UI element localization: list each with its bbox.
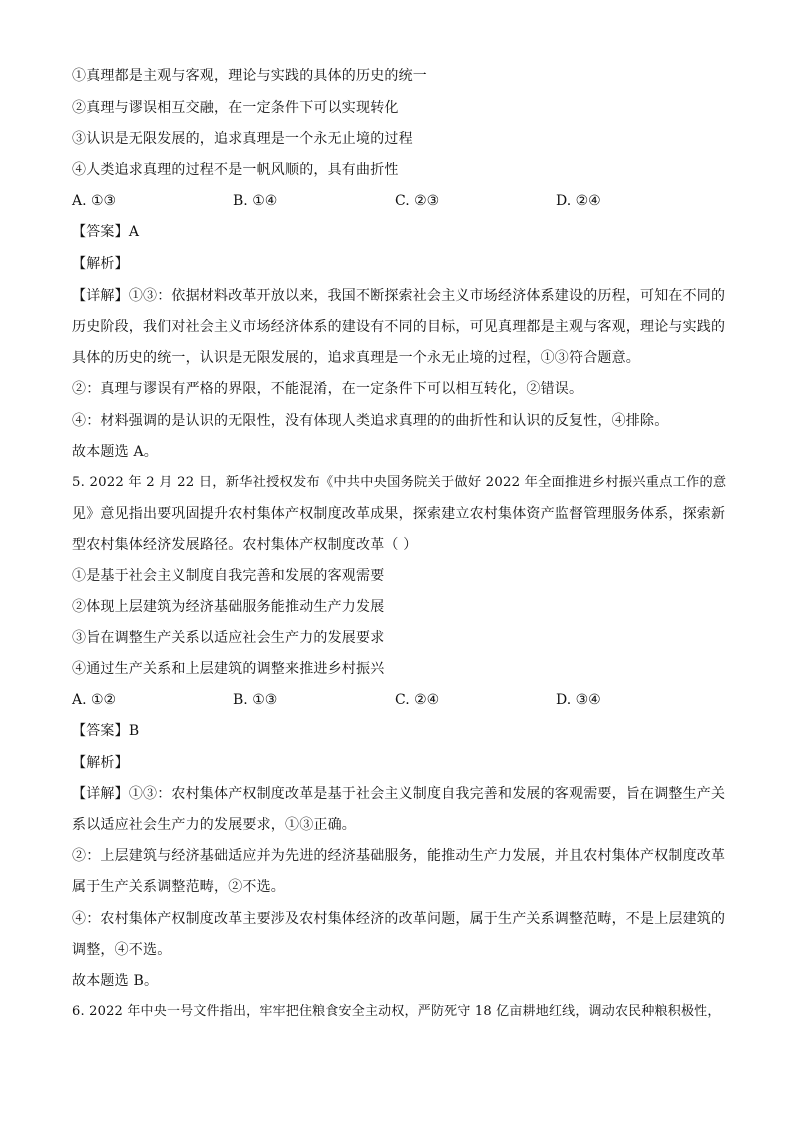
q5-stem-line-2: 见》意见指出要巩固提升农村集体产权制度改革成果，探索建立农村集体资产监督管理服务体系，探索新: [72, 506, 726, 522]
q5-detail-line-6: 调整，④不选。: [72, 942, 172, 958]
q5-statement-3: ③旨在调整生产关系以适应社会生产力的发展要求: [72, 630, 385, 646]
q4-statement-3: ③认识是无限发展的，追求真理是一个永无止境的过程: [72, 131, 413, 147]
detail-text: ①③：依据材料改革开放以来，我国不断探索社会主义市场经济体系建设的历程，可知在不同的: [128, 288, 726, 304]
q5-detail-line-5: ④：农村集体产权制度改革主要涉及农村集体经济的改革问题，属于生产关系调整范畴，不是上层建筑的: [72, 911, 726, 927]
q4-detail-line-4: ②：真理与谬误有严格的界限，不能混淆，在一定条件下可以相互转化，②错误。: [72, 381, 584, 397]
q5-answer: [72, 721, 732, 741]
q4-statement-1: ①真理都是主观与客观，理论与实践的具体的历史的统一: [72, 68, 427, 84]
answer-value: A: [128, 224, 140, 240]
q4-answer: [72, 222, 732, 242]
q5-detail-line-3: ②：上层建筑与经济基础适应并为先进的经济基础服务，能推动生产力发展，并且农村集体产权制度改革: [72, 848, 726, 864]
q4-conclusion: 故本题选 A。: [72, 444, 158, 460]
q4-option-d: D. ②④: [556, 193, 601, 209]
answer-value: B: [128, 723, 140, 739]
q5-detail-line-1: [72, 784, 732, 804]
q5-analysis-tag: [72, 753, 732, 773]
q6-stem-line-1: 6. 2022 年中央一号文件指出，牢牢把住粮食安全主动权，严防死守 18 亿亩耕地红线，调动农民种粮积极性，: [72, 1004, 721, 1019]
q5-option-b: B. ①③: [233, 692, 278, 708]
q4-statement-2: ②真理与谬误相互交融，在一定条件下可以实现转化: [72, 100, 399, 116]
q4-detail-line-2: 历史阶段，我们对社会主义市场经济体系的建设有不同的目标，可见真理都是主观与客观，理论与实践的: [72, 319, 726, 335]
q5-stem-line-1: 5. 2022 年 2 月 22 日，新华社授权发布《中共中央国务院关于做好 2022 年全面推进乡村振兴重点工作的意: [72, 475, 727, 490]
detail-tag: 【详解】: [72, 786, 129, 802]
detail-text: ①③：农村集体产权制度改革是基于社会主义制度自我完善和发展的客观需要，旨在调整生产关: [128, 786, 726, 802]
analysis-tag: 【解析】: [72, 256, 129, 272]
answer-tag: 【答案】: [72, 224, 129, 240]
q5-option-a: A. ①②: [72, 692, 117, 708]
q4-detail-line-5: ④：材料强调的是认识的无限性，没有体现人类追求真理的的曲折性和认识的反复性，④排除。: [72, 413, 669, 429]
q5-option-d: D. ③④: [556, 692, 601, 708]
analysis-tag: 【解析】: [72, 755, 129, 771]
q5-detail-line-2: 系以适应社会生产力的发展要求，①③正确。: [72, 817, 356, 833]
q4-detail-line-3: 具体的历史的统一，认识是无限发展的，追求真理是一个永无止境的过程，①③符合题意。: [72, 350, 640, 366]
q4-statement-4: ④人类追求真理的过程不是一帆风顺的，具有曲折性: [72, 162, 399, 178]
answer-tag: 【答案】: [72, 723, 129, 739]
detail-tag: 【详解】: [72, 288, 129, 304]
q4-option-c: C. ②③: [395, 193, 440, 209]
q4-option-b: B. ①④: [233, 193, 278, 209]
q5-statement-1: ①是基于社会主义制度自我完善和发展的客观需要: [72, 568, 385, 584]
q5-conclusion: 故本题选 B。: [72, 973, 159, 989]
q5-detail-line-4: 属于生产关系调整范畴，②不选。: [72, 879, 285, 895]
q4-detail-line-1: [72, 286, 732, 306]
q4-analysis-tag: [72, 254, 732, 274]
q4-option-a: A. ①③: [72, 193, 117, 209]
q5-statement-2: ②体现上层建筑为经济基础服务能推动生产力发展: [72, 599, 385, 615]
q5-stem-line-3: 型农村集体经济发展路径。农村集体产权制度改革（ ）: [72, 537, 418, 553]
q5-statement-4: ④通过生产关系和上层建筑的调整来推进乡村振兴: [72, 661, 385, 677]
q5-option-c: C. ②④: [395, 692, 440, 708]
